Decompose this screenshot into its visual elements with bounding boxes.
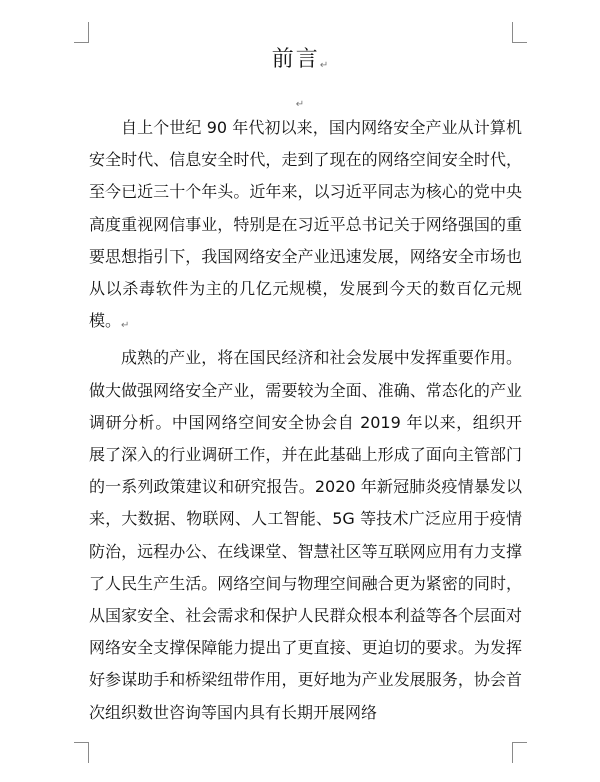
crop-mark-bottom-left <box>74 742 89 763</box>
title-text: 前言 <box>271 47 320 72</box>
crop-mark-bottom-right <box>512 742 527 763</box>
paragraph-2-text: 成熟的产业，将在国民经济和社会发展中发挥重要作用。做大做强网络安全产业，需要较为全面、准确、常态化的产业调研分析。中国网络空间安全协会自 2019 年以来，组织开展了深入的行业调研工作，并在此基础上形成了面向主管部门的一系列政策建议和研究报告。2020 年新冠肺炎疫情暴发以来，大数据、物联网、人工智能、5G 等技术广泛应用于疫情防治，远程办公、在线课堂、智慧社区等互联网应用有力支撑了人民生产生活。网络空间与物理空间融合更为紧密的同时，从国家安全、社会需求和保护人民群众根本利益等各个层面对网络安全支撑保障能力提出了更直接、更迫切的要求。为发挥好参谋助手和桥梁纽带作用，更好地为产业发展服务，协会首次组织数世咨询等国内具有长期开展网络 <box>89 348 522 722</box>
paragraph-2[interactable] <box>89 342 522 728</box>
empty-paragraph[interactable] <box>0 90 600 110</box>
paragraph-mark-icon: ↵ <box>121 320 130 332</box>
paragraph-mark-icon: ↵ <box>295 99 305 110</box>
crop-mark-top-right <box>512 22 527 43</box>
paragraph-1-text: 自上个世纪 90 年代初以来，国内网络安全产业从计算机安全时代、信息安全时代，走到了现在的网络空间安全时代，至今已近三十个年头。近年来，以习近平同志为核心的党中央高度重视网信事业，特别是在习近平总书记关于网络强国的重要思想指引下，我国网络安全产业迅速发展，网络安全市场也从以杀毒软件为主的几亿元规模，发展到今天的数百亿元规模。 <box>89 118 522 331</box>
document-title[interactable] <box>0 42 600 73</box>
paragraph-1[interactable] <box>89 112 522 342</box>
crop-mark-top-left <box>74 22 89 43</box>
document-body[interactable] <box>89 112 522 729</box>
paragraph-mark-icon: ↵ <box>319 60 329 71</box>
